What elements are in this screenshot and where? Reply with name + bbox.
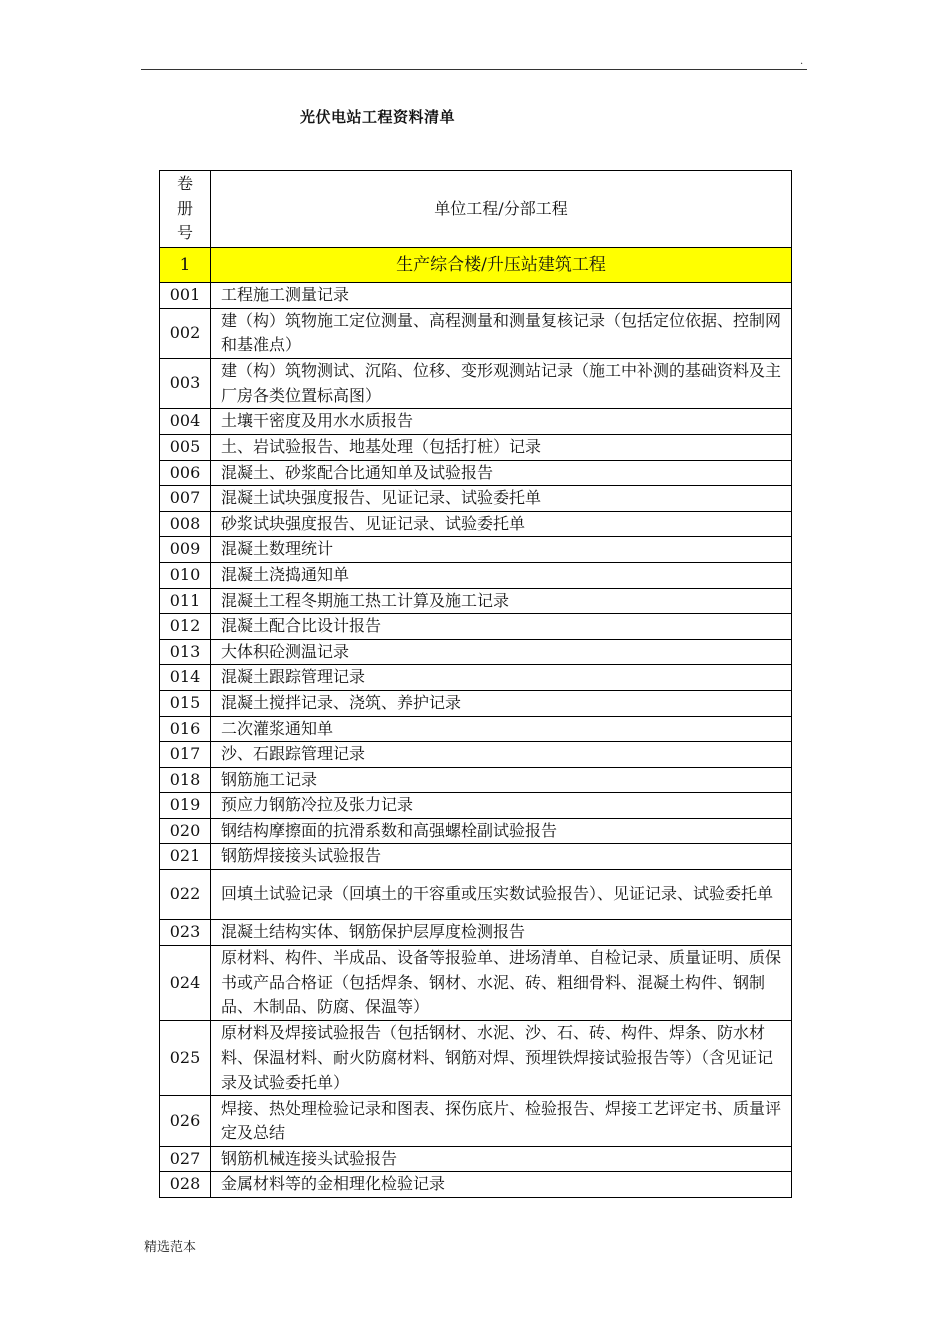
table-row xyxy=(160,434,792,460)
volume-number: 006 xyxy=(160,460,211,486)
record-name: 土壤干密度及用水水质报告 xyxy=(211,409,792,435)
table-header-row xyxy=(160,171,792,248)
table-row xyxy=(160,358,792,408)
volume-number: 007 xyxy=(160,486,211,512)
table-row xyxy=(160,588,792,614)
table-row xyxy=(160,537,792,563)
records-table xyxy=(159,170,792,1198)
volume-number: 020 xyxy=(160,818,211,844)
table-row xyxy=(160,818,792,844)
record-name: 建（构）筑物施工定位测量、高程测量和测量复核记录（包括定位依据、控制网和基准点） xyxy=(211,308,792,358)
volume-number: 017 xyxy=(160,742,211,768)
table-row xyxy=(160,716,792,742)
record-name: 混凝土、砂浆配合比通知单及试验报告 xyxy=(211,460,792,486)
section-title: 生产综合楼/升压站建筑工程 xyxy=(211,248,792,283)
record-name: 砂浆试块强度报告、见证记录、试验委托单 xyxy=(211,511,792,537)
footer-note: 精选范本 xyxy=(144,1240,197,1255)
volume-number: 013 xyxy=(160,639,211,665)
volume-number: 021 xyxy=(160,844,211,870)
volume-number: 011 xyxy=(160,588,211,614)
record-name: 金属材料等的金相理化检验记录 xyxy=(211,1172,792,1198)
record-name: 回填土试验记录（回填土的干容重或压实数试验报告）、见证记录、试验委托单 xyxy=(211,870,792,920)
volume-number: 024 xyxy=(160,946,211,1021)
volume-number: 025 xyxy=(160,1021,211,1096)
table-row xyxy=(160,844,792,870)
header-rule xyxy=(141,69,807,70)
record-name: 混凝土跟踪管理记录 xyxy=(211,665,792,691)
table-row xyxy=(160,870,792,920)
record-name: 钢筋机械连接头试验报告 xyxy=(211,1146,792,1172)
volume-number: 009 xyxy=(160,537,211,563)
volume-number: 003 xyxy=(160,358,211,408)
table-row xyxy=(160,511,792,537)
volume-number: 019 xyxy=(160,793,211,819)
header-mark: . xyxy=(800,56,804,67)
record-name: 大体积砼测温记录 xyxy=(211,639,792,665)
table-row xyxy=(160,767,792,793)
volume-number: 002 xyxy=(160,308,211,358)
table-row xyxy=(160,690,792,716)
table-row xyxy=(160,1172,792,1198)
record-name: 原材料及焊接试验报告（包括钢材、水泥、沙、石、砖、构件、焊条、防水材料、保温材料、耐火防腐材料、钢筋对焊、预埋铁焊接试验报告等）（含见证记录及试验委托单） xyxy=(211,1021,792,1096)
volume-number: 027 xyxy=(160,1146,211,1172)
record-name: 焊接、热处理检验记录和图表、探伤底片、检验报告、焊接工艺评定书、质量评定及总结 xyxy=(211,1096,792,1146)
volume-number: 023 xyxy=(160,920,211,946)
volume-number: 010 xyxy=(160,562,211,588)
section-row xyxy=(160,248,792,283)
record-name: 混凝土数理统计 xyxy=(211,537,792,563)
document-title: 光伏电站工程资料清单 xyxy=(300,108,456,126)
volume-number: 008 xyxy=(160,511,211,537)
table-row xyxy=(160,283,792,309)
volume-number: 018 xyxy=(160,767,211,793)
table-row xyxy=(160,639,792,665)
record-name: 混凝土工程冬期施工热工计算及施工记录 xyxy=(211,588,792,614)
table-row xyxy=(160,793,792,819)
volume-number: 016 xyxy=(160,716,211,742)
table-row xyxy=(160,409,792,435)
table-row xyxy=(160,920,792,946)
volume-number: 014 xyxy=(160,665,211,691)
record-name: 预应力钢筋冷拉及张力记录 xyxy=(211,793,792,819)
record-name: 混凝土浇捣通知单 xyxy=(211,562,792,588)
record-name: 原材料、构件、半成品、设备等报验单、进场清单、自检记录、质量证明、质保书或产品合格证（包括焊条、钢材、水泥、砖、粗细骨料、混凝土构件、钢制品、木制品、防腐、保温等） xyxy=(211,946,792,1021)
unit-project-header: 单位工程/分部工程 xyxy=(211,171,792,248)
table-row xyxy=(160,742,792,768)
record-name: 混凝土搅拌记录、浇筑、养护记录 xyxy=(211,690,792,716)
table-row xyxy=(160,460,792,486)
record-name: 工程施工测量记录 xyxy=(211,283,792,309)
record-name: 混凝土配合比设计报告 xyxy=(211,614,792,640)
table-row xyxy=(160,1096,792,1146)
table-row xyxy=(160,614,792,640)
table-row xyxy=(160,946,792,1021)
volume-number-header: 卷 册 号 xyxy=(160,171,211,248)
table-row xyxy=(160,1021,792,1096)
record-name: 钢筋焊接接头试验报告 xyxy=(211,844,792,870)
volume-number: 004 xyxy=(160,409,211,435)
record-name: 钢筋施工记录 xyxy=(211,767,792,793)
volume-number: 001 xyxy=(160,283,211,309)
section-number: 1 xyxy=(160,248,211,283)
volume-number: 012 xyxy=(160,614,211,640)
record-name: 混凝土结构实体、钢筋保护层厚度检测报告 xyxy=(211,920,792,946)
table-row xyxy=(160,665,792,691)
record-name: 钢结构摩擦面的抗滑系数和高强螺栓副试验报告 xyxy=(211,818,792,844)
record-name: 混凝土试块强度报告、见证记录、试验委托单 xyxy=(211,486,792,512)
volume-number: 022 xyxy=(160,870,211,920)
record-name: 土、岩试验报告、地基处理（包括打桩）记录 xyxy=(211,434,792,460)
volume-number: 015 xyxy=(160,690,211,716)
record-name: 沙、石跟踪管理记录 xyxy=(211,742,792,768)
volume-number: 005 xyxy=(160,434,211,460)
record-name: 二次灌浆通知单 xyxy=(211,716,792,742)
volume-number: 028 xyxy=(160,1172,211,1198)
table-row xyxy=(160,486,792,512)
table-row xyxy=(160,1146,792,1172)
table-row xyxy=(160,308,792,358)
volume-number: 026 xyxy=(160,1096,211,1146)
record-name: 建（构）筑物测试、沉陷、位移、变形观测站记录（施工中补测的基础资料及主厂房各类位置标高图） xyxy=(211,358,792,408)
table-row xyxy=(160,562,792,588)
